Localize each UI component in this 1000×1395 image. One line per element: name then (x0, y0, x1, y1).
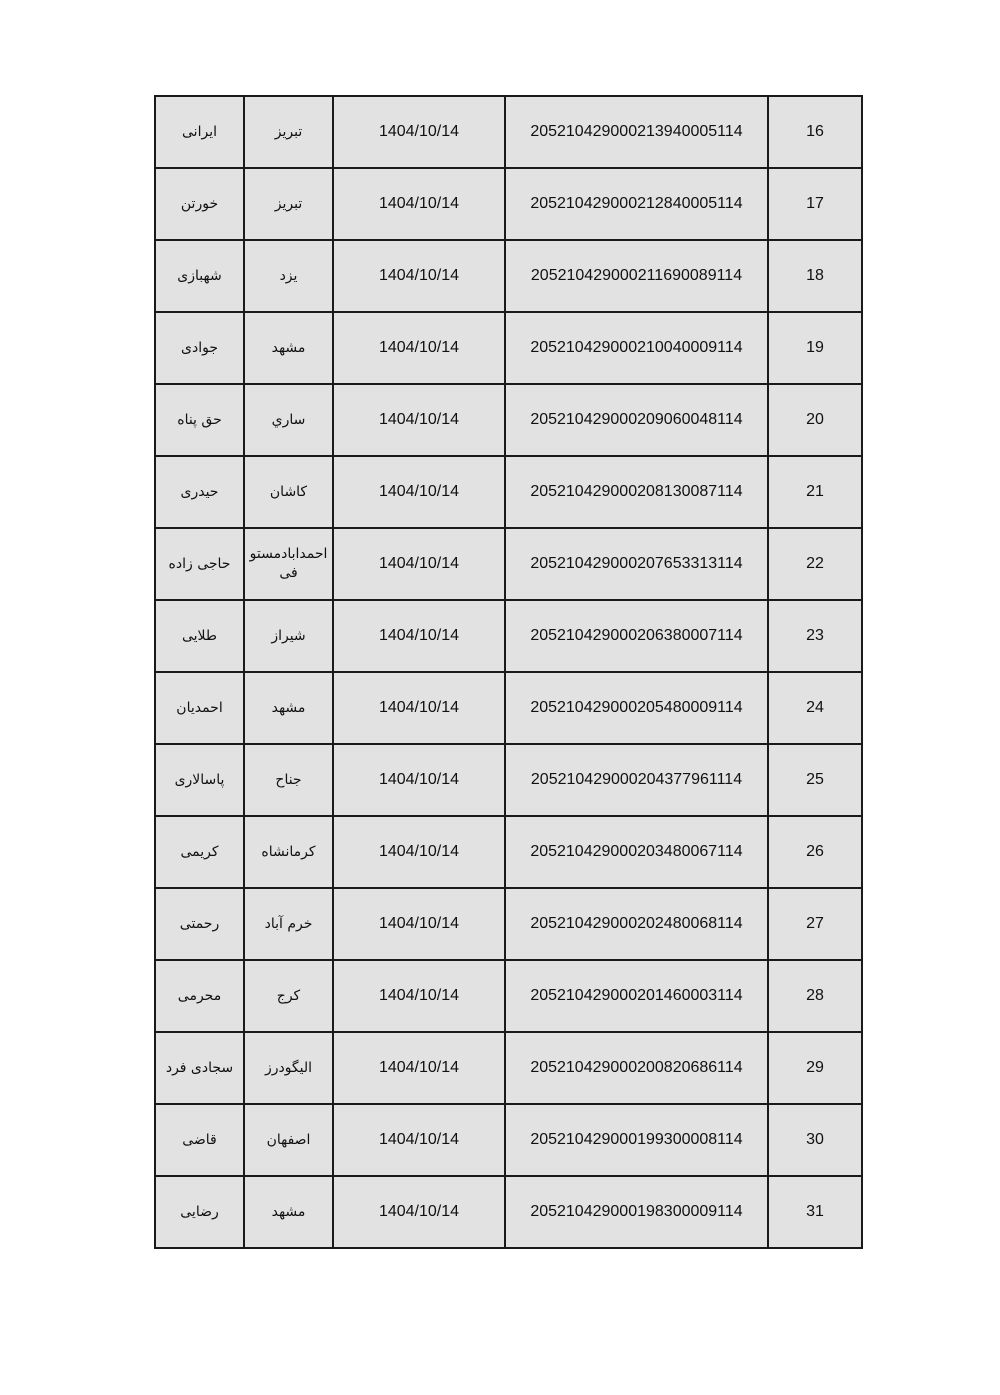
table-row (155, 1032, 862, 1104)
cell-date: 1404/10/14 (333, 1176, 505, 1248)
cell-code: 205210429000213940005114 (505, 96, 768, 168)
cell-date: 1404/10/14 (333, 672, 505, 744)
cell-name: جوادی (155, 312, 244, 384)
cell-index: 16 (768, 96, 862, 168)
table-row (155, 888, 862, 960)
cell-city: کاشان (244, 456, 333, 528)
cell-index: 29 (768, 1032, 862, 1104)
cell-city: مشهد (244, 312, 333, 384)
cell-name: طلایی (155, 600, 244, 672)
table-row (155, 744, 862, 816)
cell-code: 205210429000201460003114 (505, 960, 768, 1032)
cell-code: 205210429000209060048114 (505, 384, 768, 456)
cell-index: 18 (768, 240, 862, 312)
cell-name: حاجی زاده (155, 528, 244, 600)
cell-index: 25 (768, 744, 862, 816)
cell-date: 1404/10/14 (333, 1104, 505, 1176)
records-table (154, 95, 863, 1249)
cell-city: کرج (244, 960, 333, 1032)
cell-name: احمدیان (155, 672, 244, 744)
cell-date: 1404/10/14 (333, 600, 505, 672)
cell-city: شیراز (244, 600, 333, 672)
cell-index: 19 (768, 312, 862, 384)
cell-code: 205210429000211690089114 (505, 240, 768, 312)
cell-name: حق پناه (155, 384, 244, 456)
cell-name: محرمی (155, 960, 244, 1032)
table-row (155, 384, 862, 456)
records-table-container (154, 95, 861, 1249)
cell-name: خورتن (155, 168, 244, 240)
cell-name: حیدری (155, 456, 244, 528)
cell-index: 23 (768, 600, 862, 672)
cell-code: 205210429000207653313114 (505, 528, 768, 600)
cell-city: مشهد (244, 1176, 333, 1248)
cell-date: 1404/10/14 (333, 744, 505, 816)
cell-code: 205210429000200820686114 (505, 1032, 768, 1104)
cell-city: ساري (244, 384, 333, 456)
cell-city: احمدابادمستو فی (244, 528, 333, 600)
cell-name: قاضی (155, 1104, 244, 1176)
cell-name: شهبازی (155, 240, 244, 312)
cell-code: 205210429000203480067114 (505, 816, 768, 888)
cell-date: 1404/10/14 (333, 1032, 505, 1104)
table-row (155, 168, 862, 240)
table-row (155, 528, 862, 600)
cell-index: 26 (768, 816, 862, 888)
cell-index: 20 (768, 384, 862, 456)
table-row (155, 672, 862, 744)
table-row (155, 96, 862, 168)
cell-date: 1404/10/14 (333, 816, 505, 888)
cell-city: الیگودرز (244, 1032, 333, 1104)
cell-city: مشهد (244, 672, 333, 744)
table-row (155, 600, 862, 672)
cell-index: 31 (768, 1176, 862, 1248)
cell-index: 21 (768, 456, 862, 528)
cell-index: 22 (768, 528, 862, 600)
cell-name: سجادی فرد (155, 1032, 244, 1104)
cell-code: 205210429000205480009114 (505, 672, 768, 744)
table-row (155, 1176, 862, 1248)
records-table-body (155, 96, 862, 1248)
cell-name: پاسالاری (155, 744, 244, 816)
cell-city: تبریز (244, 168, 333, 240)
cell-city: جناح (244, 744, 333, 816)
cell-date: 1404/10/14 (333, 960, 505, 1032)
cell-code: 205210429000210040009114 (505, 312, 768, 384)
cell-date: 1404/10/14 (333, 456, 505, 528)
cell-index: 28 (768, 960, 862, 1032)
cell-code: 205210429000199300008114 (505, 1104, 768, 1176)
cell-city: خرم آباد (244, 888, 333, 960)
cell-index: 27 (768, 888, 862, 960)
table-row (155, 456, 862, 528)
cell-index: 17 (768, 168, 862, 240)
cell-date: 1404/10/14 (333, 528, 505, 600)
cell-code: 205210429000202480068114 (505, 888, 768, 960)
table-row (155, 816, 862, 888)
cell-name: ایرانی (155, 96, 244, 168)
cell-index: 30 (768, 1104, 862, 1176)
cell-date: 1404/10/14 (333, 384, 505, 456)
cell-name: رضایی (155, 1176, 244, 1248)
cell-city: یزد (244, 240, 333, 312)
cell-index: 24 (768, 672, 862, 744)
cell-city: اصفهان (244, 1104, 333, 1176)
table-row (155, 960, 862, 1032)
cell-name: کریمی (155, 816, 244, 888)
cell-date: 1404/10/14 (333, 240, 505, 312)
cell-date: 1404/10/14 (333, 96, 505, 168)
cell-code: 205210429000212840005114 (505, 168, 768, 240)
cell-code: 205210429000204377961114 (505, 744, 768, 816)
table-row (155, 240, 862, 312)
cell-date: 1404/10/14 (333, 312, 505, 384)
cell-code: 205210429000208130087114 (505, 456, 768, 528)
cell-date: 1404/10/14 (333, 888, 505, 960)
cell-city: تبریز (244, 96, 333, 168)
table-row (155, 312, 862, 384)
cell-city: کرمانشاه (244, 816, 333, 888)
cell-code: 205210429000198300009114 (505, 1176, 768, 1248)
cell-date: 1404/10/14 (333, 168, 505, 240)
table-row (155, 1104, 862, 1176)
cell-code: 205210429000206380007114 (505, 600, 768, 672)
cell-name: رحمتی (155, 888, 244, 960)
